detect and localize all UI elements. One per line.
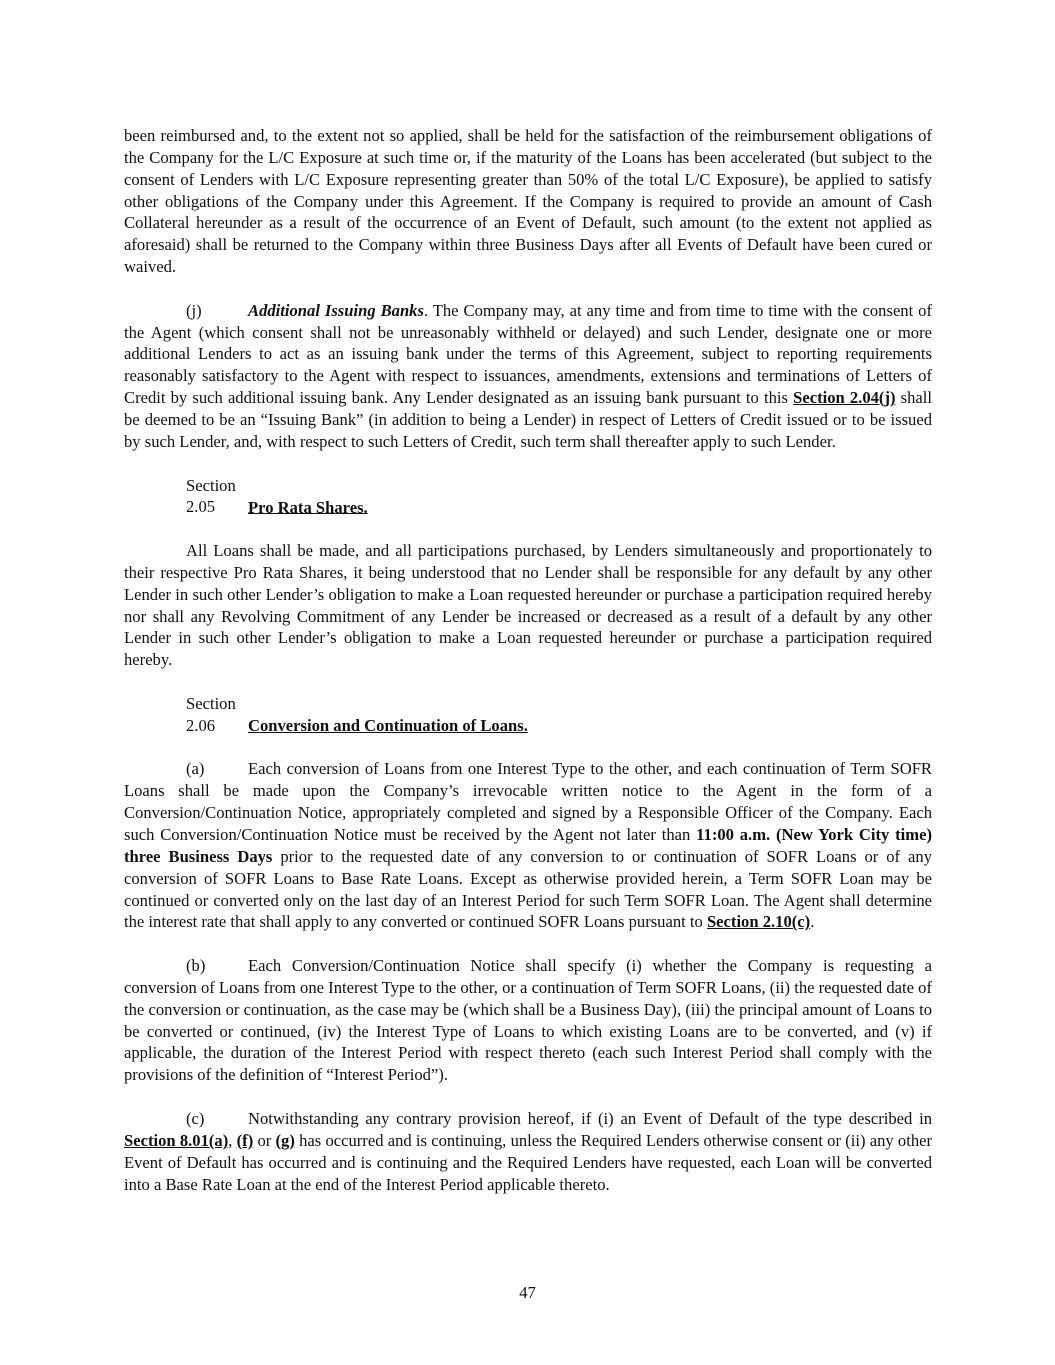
section-2-06-b: [124, 955, 932, 1086]
section-2-06-a-text-2: prior to the requested date of any conversion to or continuation of SOFR Loans or of any conversion of SOFR Loans to Base Rate Loans. Except as otherwise provided herein, a Term SOFR Loan may be continued or converted only on the last day of an Interest Period for such Term SOFR Loan. The Agent shall determine the interest rate that shall apply to any converted or continued SOFR Loans pursuant to: [124, 846, 932, 932]
section-2-06-heading: [186, 693, 932, 737]
paragraph-j-text-1: . The Company may, at any time and from time to time with the consent of the Agent (which consent shall not be unreasonably withheld or delayed) and such Lender, designate one or more additional Lenders to act as an issuing bank under the terms of this Agreement, subject to reporting requirements reasonably satisfactory to the Agent with respect to issuances, amendments, extensions and terminations of Letters of Credit by such additional issuing bank. Any Lender designated as an issuing bank pursuant to this: [124, 300, 932, 408]
section-2-06-c-text-2: has occurred and is continuing, unless the Required Lenders otherwise consent or (ii) any other Event of Default has occurred and is continuing and the Required Lenders have requested, each Loan will be converted into a Base Rate Loan at the end of the Interest Period applicable thereto.: [124, 1130, 933, 1194]
section-2-06-c-text-1: Notwithstanding any contrary provision hereof, if (i) an Event of Default of the type described in: [248, 1108, 932, 1128]
paragraph-i-continuation: been reimbursed and, to the extent not so applied, shall be held for the satisfaction of the reimbursement obligations of the Company for the L/C Exposure at such time or, if the maturity of the Loans has been accelerated (but subject to the consent of Lenders with L/C Exposure representing greater than 50% of the total L/C Exposure), be applied to satisfy other obligations of the Company under this Agreement. If the Company is required to provide an amount of Cash Collateral hereunder as a result of the occurrence of an Event of Default, such amount (to the extent not applied as aforesaid) shall be returned to the Company within three Business Days after all Events of Default have been cured or waived.: [124, 126, 932, 277]
section-2-06-c-sep-2: or: [253, 1130, 276, 1150]
section-2-05-heading: [186, 475, 932, 519]
section-ref-8-01a: Section 8.01(a): [124, 1130, 229, 1150]
section-2-05-number: Section 2.05: [186, 475, 236, 517]
page-number: 47: [519, 1283, 536, 1302]
section-2-05-body: All Loans shall be made, and all participations purchased, by Lenders simultaneously and proportionately to their respective Pro Rata Shares, it being understood that no Lender shall be responsible for any default by any other Lender in such other Lender’s obligation to make a Loan requested hereunder or purchase a participation required hereby nor shall any Revolving Commitment of any Lender be increased or decreased as a result of a default by any other Lender in such other Lender’s obligation to make a Loan requested hereunder or purchase a participation required hereby.: [124, 541, 932, 670]
section-2-06-number: Section 2.06: [186, 693, 236, 735]
section-2-06-a-deadline: 11:00 a.m. (New York City time) three Business Days: [124, 825, 932, 866]
paragraph-j-text-2: shall be deemed to be an “Issuing Bank” (in addition to being a Lender) in respect of Letters of Credit issued or to be issued by such Lender, and, with respect to such Letters of Credit, such term shall thereafter apply to such Lender.: [124, 388, 932, 451]
section-2-06-c: [124, 1108, 932, 1195]
section-ref-g: (g): [275, 1130, 295, 1150]
document-page: [124, 125, 932, 1217]
section-ref-2-10c: Section 2.10(c): [706, 912, 811, 932]
section-2-06-c-label: (c): [186, 1108, 205, 1128]
section-ref-2-04j: Section 2.04(j): [793, 388, 896, 408]
section-2-06-title: Conversion and Continuation of Loans.: [248, 715, 528, 735]
paragraph-j-label: (j): [186, 300, 202, 320]
section-2-05-title: Pro Rata Shares.: [248, 497, 368, 517]
paragraph-j-title: Additional Issuing Banks: [248, 300, 424, 320]
paragraph-j: [124, 300, 932, 453]
section-2-06-c-sep-1: ,: [228, 1130, 237, 1150]
section-2-06-b-text: Each Conversion/Continuation Notice shall specify (i) whether the Company is requesting a conversion of Loans from one Interest Type to the other, or a continuation of Term SOFR Loans, (ii) the requested date of the conversion or continuation, as the case may be (which shall be a Business Day), (iii) the principal amount of Loans to be converted or continued, (iv) the Interest Type of Loans to which existing Loans are to be converted, and (v) if applicable, the duration of the Interest Period with respect thereto (each such Interest Period shall comply with the provisions of the definition of “Interest Period”).: [124, 956, 932, 1085]
section-2-06-a-text-1: Each conversion of Loans from one Interest Type to the other, and each continuation of Term SOFR Loans shall be made upon the Company’s irrevocable written notice to the Agent in the form of a Conversion/Continuation Notice, appropriately completed and signed by a Responsible Officer of the Company. Each such Conversion/Continuation Notice must be received by the Agent not later than: [124, 759, 932, 844]
section-2-06-a: [124, 758, 932, 933]
section-2-06-b-label: (b): [186, 956, 206, 976]
section-2-06-a-text-3: .: [810, 912, 815, 932]
section-2-06-a-label: (a): [186, 759, 205, 779]
section-ref-f: (f): [236, 1130, 254, 1150]
